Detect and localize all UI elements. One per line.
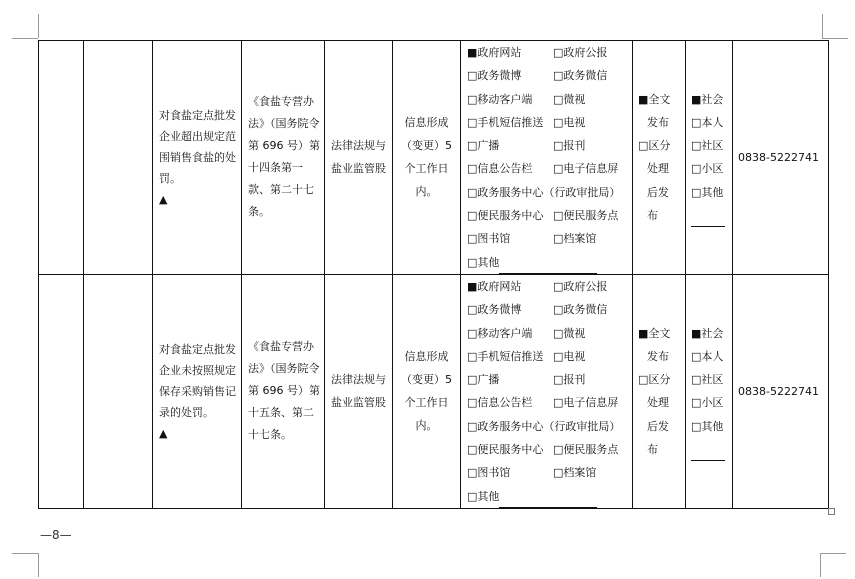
crop-mark-top-left: [12, 38, 38, 39]
channel-item: □广播: [467, 139, 500, 153]
channel-item: □移动客户端: [467, 326, 533, 340]
basis-cell: 《食盐专营办法》（国务院令第 696 号）第十五条、第二十七条。: [242, 274, 325, 508]
triangle-mark: ▲: [159, 426, 168, 440]
object-line: □其他: [691, 419, 724, 433]
scope-line: 后发: [647, 185, 669, 199]
channel-item: □政务微信: [553, 69, 608, 83]
seq-cell: [39, 41, 84, 275]
crop-mark-bottom-left-v: [38, 553, 39, 577]
scope-line: □区分: [638, 373, 671, 387]
item-cell: [84, 274, 153, 508]
blank-line: [691, 448, 725, 461]
crop-mark-bottom-right: [820, 553, 846, 554]
channel-item: □微视: [553, 326, 586, 340]
table-row: [39, 41, 829, 275]
channel-item: □电子信息屏: [553, 396, 619, 410]
channel-item: □手机短信推送: [467, 349, 544, 363]
crop-mark-top-right: [822, 38, 848, 39]
channel-item: □广播: [467, 373, 500, 387]
blank-line: [691, 214, 725, 227]
channel-item: □便民服务中心: [467, 443, 544, 457]
crop-mark-bottom-left: [12, 553, 38, 554]
channel-item: □其他: [467, 489, 500, 503]
case-text: 对食盐定点批发企业未按照规定保存采购销售记录的处罚。: [159, 342, 236, 419]
table-row: [39, 274, 829, 508]
channel-item: □电视: [553, 115, 586, 129]
scope-line: 发布: [647, 349, 669, 363]
object-line: □小区: [691, 396, 724, 410]
object-line: ■社会: [691, 326, 724, 340]
channel-item: □便民服务中心: [467, 209, 544, 223]
object-cell: [686, 274, 733, 508]
channel-item: □信息公告栏: [467, 396, 533, 410]
channel-item: □政务服务中心（行政审批局）: [467, 419, 621, 433]
object-cell: [686, 41, 733, 275]
scope-line: 布: [647, 209, 658, 223]
channel-item: □政务服务中心（行政审批局）: [467, 185, 621, 199]
channel-item: □政府公报: [553, 279, 608, 293]
category-cell: 法律法规与盐业监管股: [325, 41, 393, 275]
case-cell: [153, 274, 242, 508]
object-line: □其他: [691, 185, 724, 199]
object-line: □社区: [691, 139, 724, 153]
disclosure-table: [38, 40, 829, 509]
channel-item: □信息公告栏: [467, 162, 533, 176]
scope-cell: [633, 41, 686, 275]
scope-line: 发布: [647, 115, 669, 129]
scope-line: ■全文: [638, 326, 671, 340]
channel-item: □政务微博: [467, 303, 522, 317]
channel-item: □便民服务点: [553, 209, 619, 223]
case-text: 对食盐定点批发企业超出规定范围销售食盐的处罚。: [159, 108, 236, 185]
channel-item: □报刊: [553, 373, 586, 387]
channel-item: □档案馆: [553, 232, 597, 246]
channel-item: □其他: [467, 255, 500, 269]
channel-cell: [461, 41, 633, 275]
item-cell: [84, 41, 153, 275]
seq-cell: [39, 274, 84, 508]
object-line: □本人: [691, 349, 724, 363]
channel-item: □微视: [553, 92, 586, 106]
scope-line: □区分: [638, 139, 671, 153]
channel-item: □电视: [553, 349, 586, 363]
time-limit-cell: 信息形成（变更）5 个工作日内。: [393, 41, 461, 275]
channel-item: □移动客户端: [467, 92, 533, 106]
case-cell: [153, 41, 242, 275]
object-line: □社区: [691, 373, 724, 387]
table-end-marker: [828, 508, 835, 515]
channel-item: ■政府网站: [467, 279, 522, 293]
scope-line: ■全文: [638, 92, 671, 106]
channel-item: □图书馆: [467, 466, 511, 480]
triangle-mark: ▲: [159, 192, 168, 206]
time-limit-cell: 信息形成（变更）5 个工作日内。: [393, 274, 461, 508]
blank-line: [499, 261, 597, 274]
channel-item: □政府公报: [553, 46, 608, 59]
scope-cell: [633, 274, 686, 508]
phone-cell: 0838-5222741: [733, 274, 829, 508]
channel-item: ■政府网站: [467, 46, 522, 59]
object-line: □小区: [691, 162, 724, 176]
page-number: —8—: [40, 528, 72, 542]
object-line: □本人: [691, 115, 724, 129]
phone-cell: 0838-5222741: [733, 41, 829, 275]
channel-item: □图书馆: [467, 232, 511, 246]
scope-line: 处理: [647, 396, 669, 410]
object-line: ■社会: [691, 92, 724, 106]
channel-item: □电子信息屏: [553, 162, 619, 176]
channel-item: □政务微博: [467, 69, 522, 83]
basis-cell: 《食盐专营办法》（国务院令第 696 号）第十四条第一款、第二十七条。: [242, 41, 325, 275]
scope-line: 布: [647, 443, 658, 457]
scope-line: 处理: [647, 162, 669, 176]
channel-item: □政务微信: [553, 303, 608, 317]
category-cell: 法律法规与盐业监管股: [325, 274, 393, 508]
channel-item: □便民服务点: [553, 443, 619, 457]
channel-item: □档案馆: [553, 466, 597, 480]
channel-cell: [461, 274, 633, 508]
crop-mark-top-right-v: [822, 14, 823, 38]
crop-mark-top-left-v: [38, 14, 39, 38]
blank-line: [499, 495, 597, 508]
scope-line: 后发: [647, 419, 669, 433]
channel-item: □报刊: [553, 139, 586, 153]
crop-mark-bottom-right-v: [820, 553, 821, 577]
channel-item: □手机短信推送: [467, 115, 544, 129]
